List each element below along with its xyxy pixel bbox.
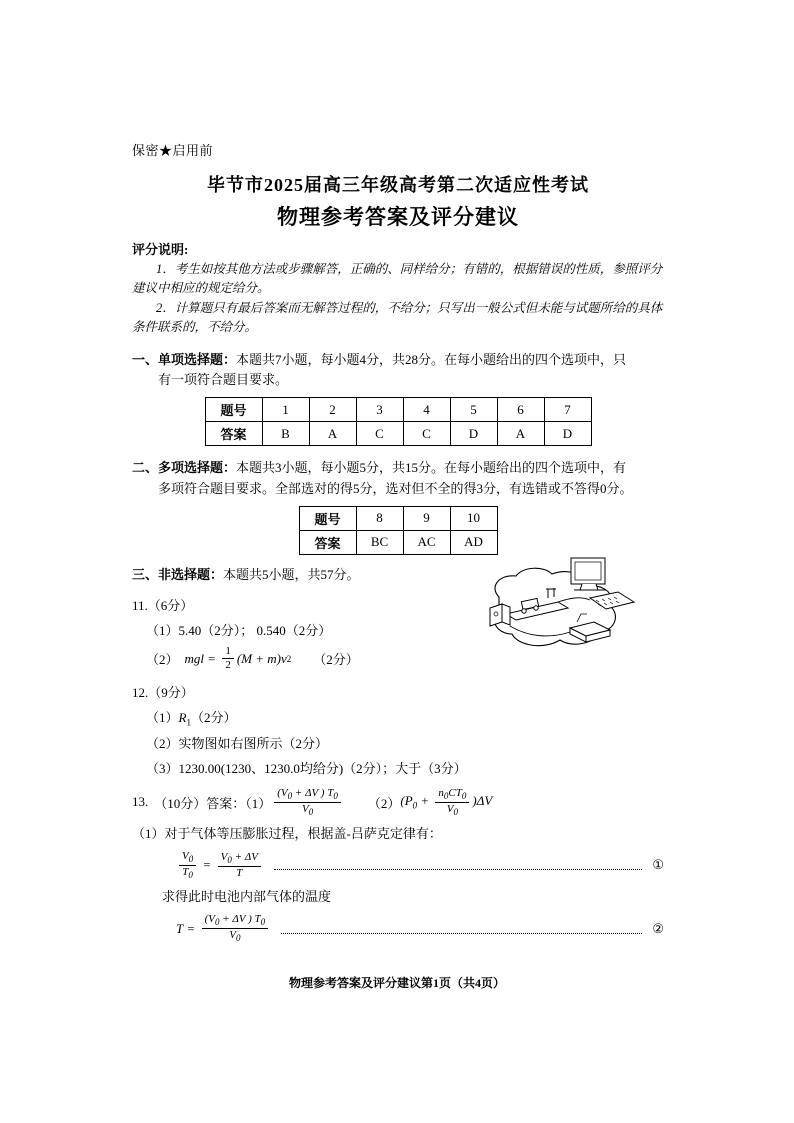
question-11-heading: 11.（6分）: [132, 598, 194, 614]
eq1-lhs-den: $T_0$: [182, 865, 193, 881]
table-cell: A: [309, 422, 356, 446]
section-three-title: 三、非选择题：: [132, 566, 224, 582]
eq2-den: $V_0$: [229, 929, 241, 944]
table-cell: BC: [356, 530, 403, 554]
q11-part2-prefix: （2）: [146, 652, 179, 668]
section-three-desc: 本题共5小题，共57分。: [223, 566, 360, 582]
scoring-note-item-1: 1．考生如按其他方法或步骤解答，正确的、同样给分；有错的，根据错误的性质，参照评分建议中相应的规定给分。: [132, 262, 663, 296]
q13-ans2-den: $V_0$: [446, 802, 459, 818]
section-one-title: 一、单项选择题：: [132, 351, 237, 367]
table-cell: 2: [309, 398, 356, 422]
q11-frac-denominator: 2: [225, 659, 231, 672]
section-multi-choice: [132, 458, 664, 500]
table-cell: AD: [450, 530, 497, 554]
exam-title: 毕节市2025届高三年级高考第二次适应性考试: [207, 175, 589, 195]
experiment-setup-illustration: [444, 542, 674, 692]
scoring-note-item-2: 2．计算题只有最后答案而无解答过程的，不给分；只写出一般公式但未能与试题所给的具体条件联系的，不给分。: [132, 300, 663, 335]
eq1-rhs-num: $V_0 + \Delta V$: [218, 851, 261, 867]
table-cell: 1: [262, 398, 309, 422]
q11-equals: =: [208, 650, 216, 666]
table-cell: 10: [450, 506, 497, 530]
q13-ans2-fraction: [435, 787, 469, 817]
single-choice-answer-table: [205, 397, 592, 446]
section-single-choice: [132, 350, 664, 392]
q13-answer1-fraction: [274, 787, 341, 817]
eq2-fraction: [202, 913, 269, 943]
table-header-number: 题号: [205, 398, 262, 422]
q12-symbol-R-index: 1: [186, 717, 191, 728]
table-row: [205, 398, 591, 422]
section-one-desc: 本题共7小题，每小题4分，共28分。在每小题给出的四个选项中，只: [236, 351, 627, 367]
q11-expression: (M + m)v: [236, 650, 287, 666]
equation-1-number: ①: [652, 857, 664, 873]
equation-2-number: ②: [652, 920, 664, 936]
question-13-step-1-label: （1）对于气体等压膨胀过程，根据盖-吕萨克定律有：: [132, 826, 442, 842]
table-cell: 7: [544, 398, 591, 422]
question-12-part-1: [146, 707, 664, 728]
leader-dots: [274, 860, 642, 870]
question-13-equation-1: [176, 850, 664, 880]
q12-part1-score: （2分）: [190, 709, 237, 725]
q13-number: 13.: [132, 794, 149, 810]
question-12-part-2: （2）实物图如右图所示（2分）: [146, 736, 329, 752]
q13-ans1-num: ($V_0 + \Delta V$ ) $T_0$: [274, 787, 341, 803]
table-cell: B: [262, 422, 309, 446]
eq2-lhs: T: [176, 920, 184, 936]
q11-frac-numerator: 1: [222, 645, 234, 659]
document-title: 物理参考答案及评分建议: [277, 205, 519, 229]
table-cell: 6: [497, 398, 544, 422]
section-two-desc2: 多项符合题目要求。全部选对的得5分，选对但不全的得3分，有选错或不答得0分。: [158, 480, 633, 496]
table-cell: D: [544, 422, 591, 446]
section-one-desc2: 有一项符合题目要求。: [158, 372, 289, 388]
question-13-step-2-label: 求得此时电池内部气体的温度: [162, 889, 332, 905]
table-cell: 8: [356, 506, 403, 530]
q13-ans2-num: $n_0CT_0$: [435, 787, 469, 803]
table-row: [299, 506, 497, 530]
table-header-answer: 答案: [299, 530, 356, 554]
table-header-answer: 答案: [205, 422, 262, 446]
table-cell: 3: [356, 398, 403, 422]
q11-mgl: mgl: [184, 650, 205, 666]
table-header-number: 题号: [299, 506, 356, 530]
question-12-part-3: （3）1230.00(1230、1230.0均给分)（2分）；大于（3分）: [146, 761, 467, 777]
table-row: [205, 422, 591, 446]
page-footer: 物理参考答案及评分建议第1页（共4页）: [288, 976, 505, 990]
table-cell: C: [403, 422, 450, 446]
question-12-heading: 12.（9分）: [132, 684, 194, 700]
q11-fraction: [222, 645, 234, 671]
eq1-lhs-num: $V_0$: [179, 850, 196, 866]
question-13-heading: [132, 787, 664, 817]
table-cell: D: [450, 422, 497, 446]
q11-part2-score: （2分）: [313, 652, 359, 668]
section-two-desc: 本题共3小题，每小题5分，共15分。在每小题给出的四个选项中，有: [236, 460, 627, 476]
table-cell: 4: [403, 398, 450, 422]
table-cell: A: [497, 422, 544, 446]
q13-answer2-prefix: （2）: [367, 795, 401, 811]
table-cell: AC: [403, 530, 450, 554]
q12-part1-prefix: （1）: [146, 709, 179, 725]
q12-symbol-R: R: [178, 709, 187, 725]
section-two-title: 二、多项选择题：: [132, 460, 237, 476]
eq2-equals: =: [187, 920, 195, 936]
q13-ans1-den: $V_0$: [301, 802, 314, 818]
table-cell: 5: [450, 398, 497, 422]
eq2-num: ($V_0 + \Delta V$ ) $T_0$: [202, 913, 269, 929]
q13-head-rest: （10分）答案：（1）: [154, 795, 272, 811]
power-supply-icon: [490, 604, 510, 626]
q11-exponent: 2: [286, 653, 292, 664]
question-13-equation-2: [176, 913, 664, 943]
confidential-label: 保密★启用前: [132, 143, 214, 158]
eq1-rhs-fraction: [218, 851, 261, 879]
q13-answer2: ($P_0$ + $\frac{n_0CT_0}{V_0}$ )ΔV: [400, 787, 493, 818]
table-cell: C: [356, 422, 403, 446]
eq1-equals: =: [203, 857, 211, 873]
leader-dots: [281, 924, 642, 934]
question-11-part-1: （1）5.40（2分）； 0.540（2分）: [146, 623, 332, 639]
eq1-rhs-den: T: [236, 866, 243, 879]
table-cell: 9: [403, 506, 450, 530]
eq1-lhs-fraction: [179, 850, 196, 880]
scoring-note-label: 评分说明:: [132, 242, 189, 257]
